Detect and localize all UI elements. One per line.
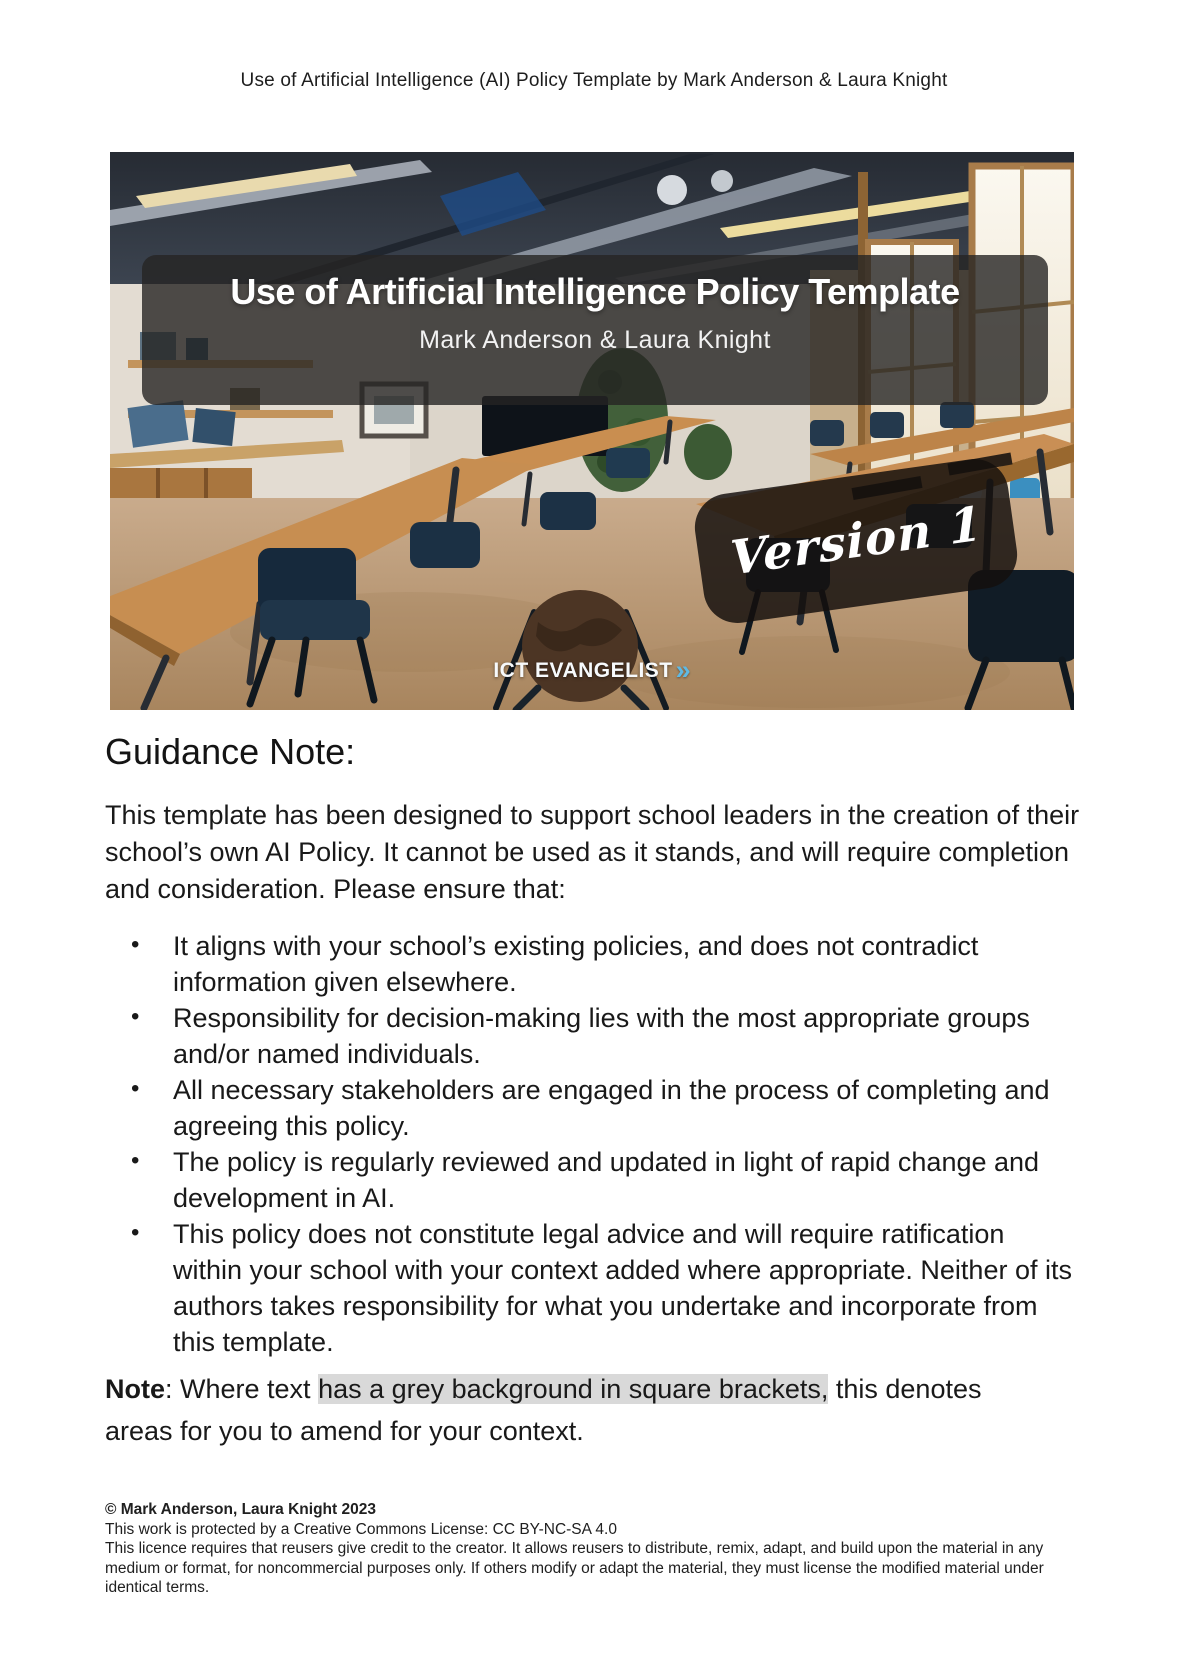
license-footer [105,1500,1090,1598]
note-label: Note [105,1374,165,1404]
bullet-text: This policy does not constitute legal advice and will require ratification within your school with your context added where appropriate. Neither of its authors takes responsibility for what you undertake and incorporate from this template. [173,1219,1072,1357]
bullet-text: Responsibility for decision-making lies with the most appropriate groups and/or named individuals. [173,1003,1030,1069]
hero-image [110,152,1074,710]
hero-title-box [142,255,1048,405]
bullet-item [105,1072,1080,1144]
version-label: Version 1 [728,495,984,587]
note-highlight: has a grey background in square brackets, [318,1374,829,1404]
logo-text: ICT EVANGELIST [493,659,673,682]
note-paragraph [105,1368,1040,1452]
bullet-item [105,1000,1080,1072]
bullet-item [105,1144,1080,1216]
bullet-text: All necessary stakeholders are engaged in the process of completing and agreeing this policy. [173,1075,1050,1141]
bullet-text: It aligns with your school’s existing policies, and does not contradict information given elsewhere. [173,931,979,997]
bullet-item [105,1216,1080,1360]
page-caption: Use of Artificial Intelligence (AI) Policy Template by Mark Anderson & Laura Knight [240,70,948,91]
double-chevron-icon: » [675,655,691,685]
note-text-after: this denotes areas for you to amend for your context. [105,1374,982,1446]
guidance-bullet-list [105,928,1080,1360]
copyright-line: © Mark Anderson, Laura Knight 2023 [105,1501,376,1518]
hero-subtitle: Mark Anderson & Laura Knight [419,326,771,354]
hero-title: Use of Artificial Intelligence Policy Template [230,271,960,312]
license-line: This work is protected by a Creative Commons License: CC BY-NC-SA 4.0 [105,1520,617,1538]
note-text-before: : Where text [165,1374,319,1404]
ict-evangelist-logo [110,655,1074,686]
guidance-intro: This template has been designed to support school leaders in the creation of their school’s own AI Policy. It cannot be used as it stands, and will require completion and consideration. Please ensure that: [105,800,1080,904]
guidance-heading: Guidance Note: [105,731,356,772]
bullet-item [105,928,1080,1000]
classroom-photo [110,152,1074,710]
license-detail: This licence requires that reusers give credit to the creator. It allows reusers to distribute, remix, adapt, and build upon the material in any medium or format, for noncommercial purposes only. If others modify or adapt the material, they must license the modified material under identical terms. [105,1540,1044,1596]
bullet-text: The policy is regularly reviewed and updated in light of rapid change and development in AI. [173,1147,1040,1213]
